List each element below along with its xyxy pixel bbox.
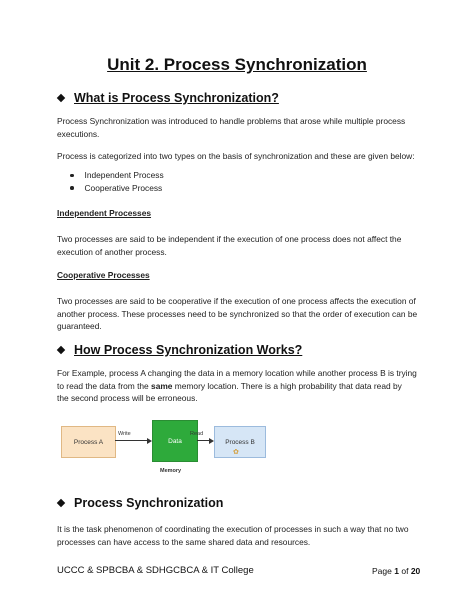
write-label: Write — [118, 431, 131, 437]
read-arrow-line — [197, 440, 209, 441]
paragraph-example: For Example, process A changing the data in a memory location while another process B is trying to read the data from the same memory location. There is a high probability that data read by the second process will be erroneous. — [57, 368, 417, 403]
data-box: Data — [152, 420, 198, 462]
paragraph-cooperative: Two processes are said to be cooperative if the execution of one process affects the execution of another process. These processes need to be synchronized so that the order of execution can be guaranteed. — [57, 296, 418, 331]
diamond-bullet-icon — [57, 346, 65, 354]
diamond-bullet-icon — [57, 499, 65, 507]
synchronization-diagram — [60, 420, 270, 480]
list-item: Cooperative Process — [70, 182, 164, 195]
footer-page-number: Page 1 of 20 — [372, 566, 421, 576]
bullet-dot-icon — [70, 174, 74, 178]
bullet-list — [70, 169, 164, 194]
section-heading-what-is: What is Process Synchronization? — [58, 91, 279, 105]
bullet-dot-icon — [70, 186, 74, 190]
read-arrow-head-icon — [209, 438, 214, 444]
section-heading-how-works: How Process Synchronization Works? — [58, 343, 302, 357]
section-heading-process-sync: Process Synchronization — [58, 496, 223, 510]
process-b-box: Process B — [214, 426, 266, 458]
gear-icon: ✿ — [233, 449, 239, 456]
paragraph-definition: It is the task phenomenon of coordinating the execution of processes in such a way that no two processes can have access to the same shared data and resources. — [57, 524, 409, 547]
page-title: Unit 2. Process Synchronization — [107, 55, 367, 74]
read-label: Read — [190, 431, 204, 437]
paragraph-intro: Process Synchronization was introduced to handle problems that arose while multiple process executions. — [57, 116, 406, 139]
subheading-independent: Independent Processes — [57, 208, 152, 218]
process-a-box: Process A — [61, 426, 116, 458]
paragraph-independent: Two processes are said to be independent if the execution of one process does not affect the execution of another process. — [57, 234, 402, 257]
paragraph-categories: Process is categorized into two types on the basis of synchronization and these are given below: — [57, 151, 415, 161]
footer-college: UCCC & SPBCBA & SDHGCBCA & IT College — [57, 565, 254, 576]
write-arrow-line — [115, 440, 148, 441]
list-item: Independent Process — [70, 169, 164, 182]
diamond-bullet-icon — [57, 94, 65, 102]
memory-label: Memory — [160, 468, 182, 474]
write-arrow-head-icon — [147, 438, 152, 444]
subheading-cooperative: Cooperative Processes — [57, 270, 150, 280]
